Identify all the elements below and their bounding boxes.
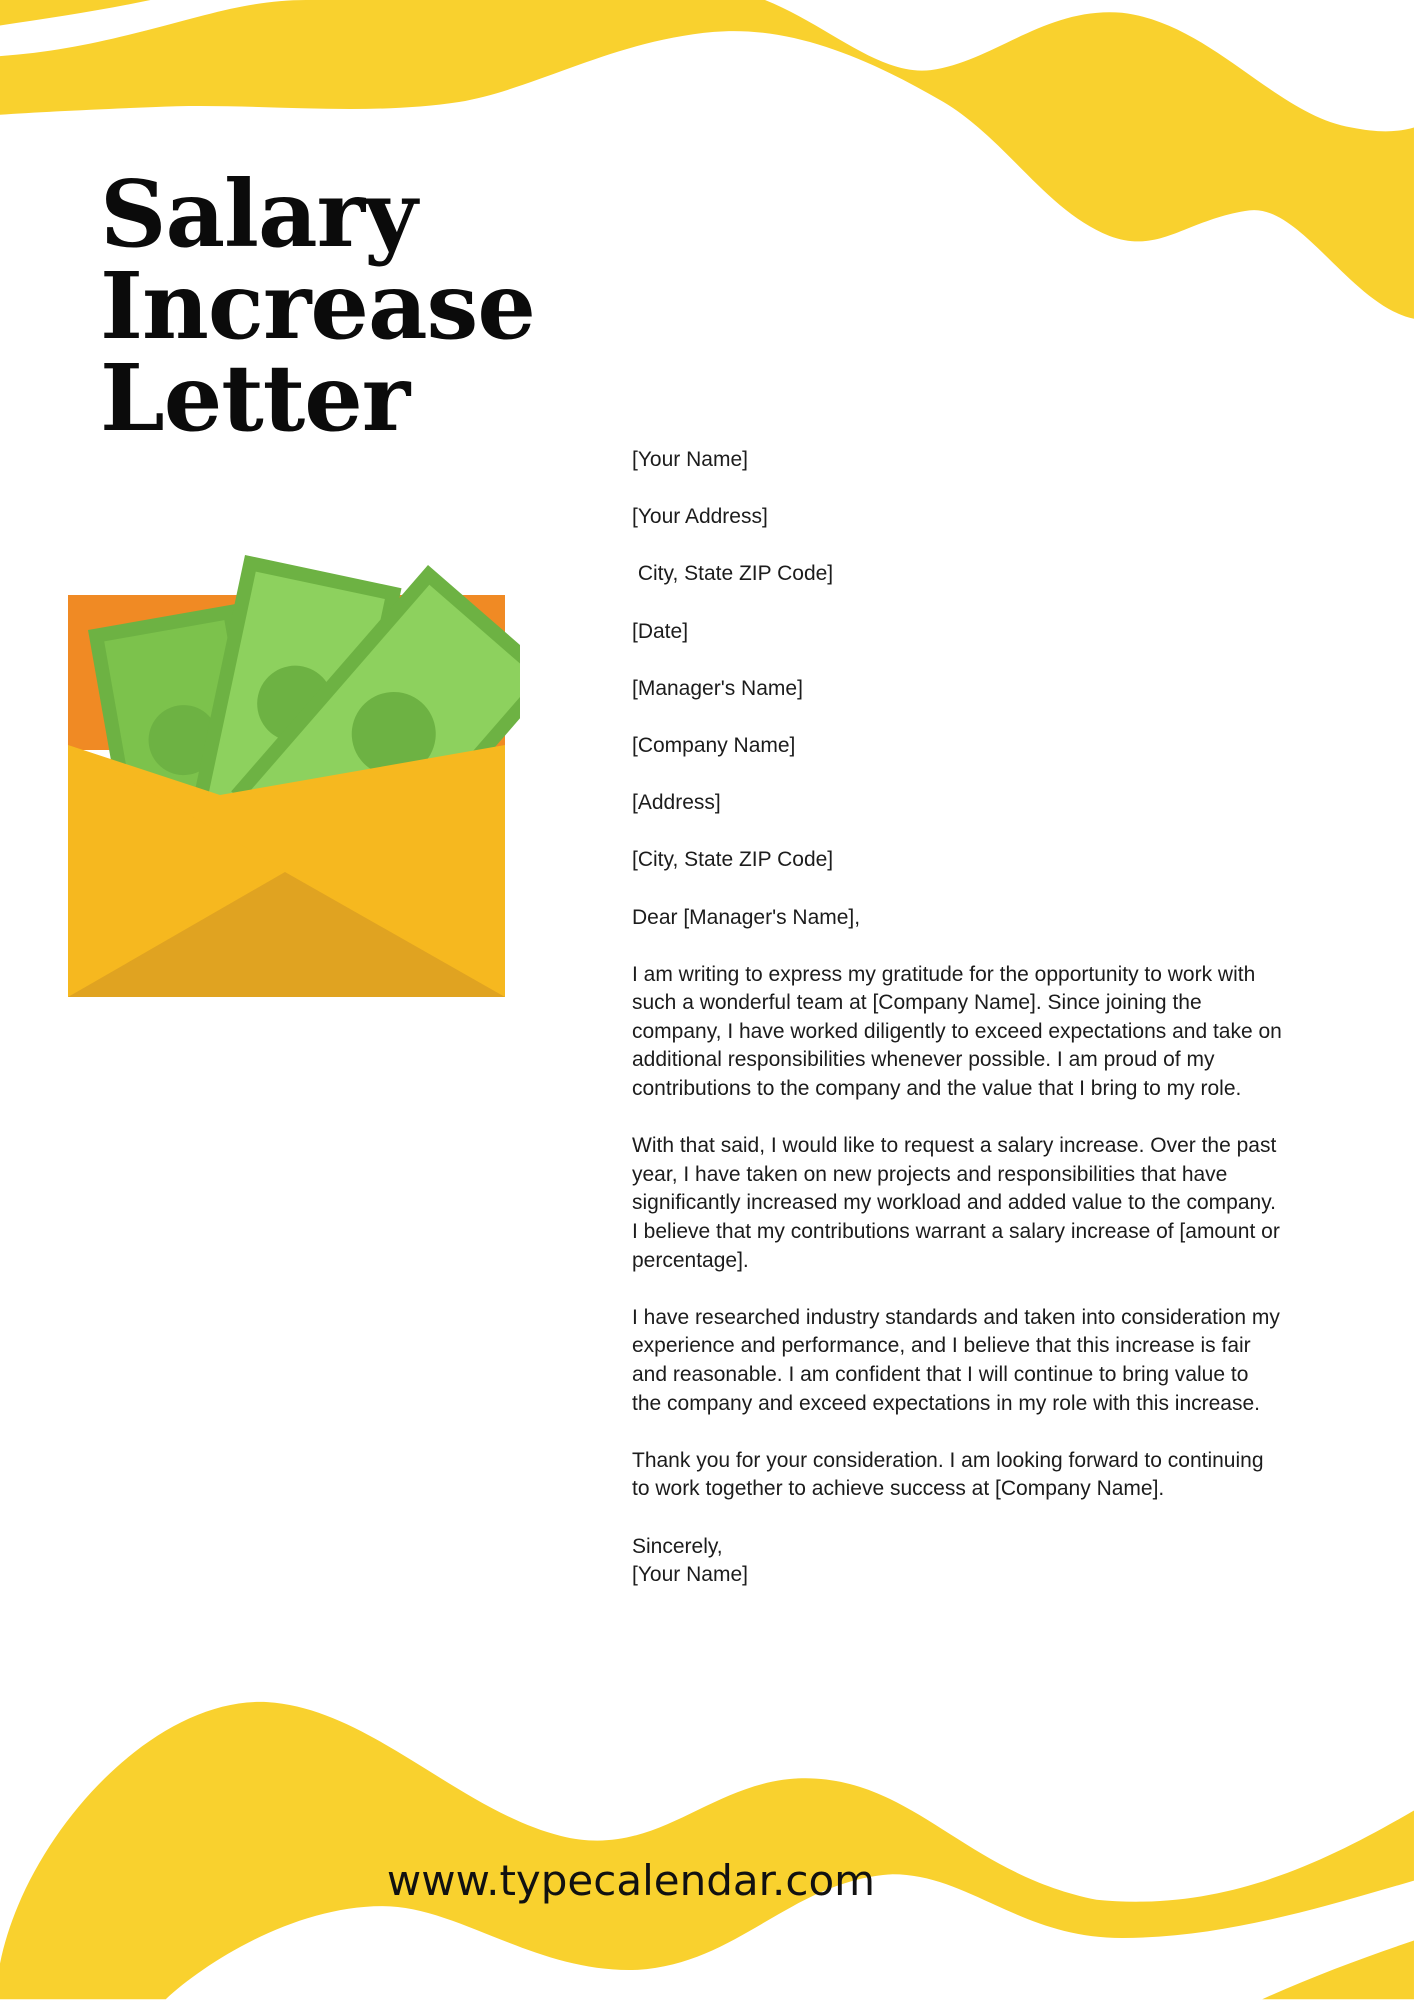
body-paragraph: With that said, I would like to request a salary increase. Over the past year, I have taken on new projects and responsibilities that have significantly increased my workload and added value to the company. I believe that my contributions warrant a salary increase of [amount or percentage]. bbox=[632, 1134, 1280, 1272]
company-name: [Company Name] bbox=[632, 733, 796, 757]
body-paragraph: I have researched industry standards and taken into consideration my experience and performance, and I believe that this increase is fair and reasonable. I am confident that I will continue to bring value to the company and exceed expectations in my role with this increase. bbox=[632, 1305, 1280, 1415]
title-line: Letter bbox=[100, 344, 410, 452]
letter-body bbox=[632, 446, 1282, 1590]
sender-name: [Your Name] bbox=[632, 448, 748, 471]
company-address: [Address] bbox=[632, 791, 721, 815]
top-thin-wave bbox=[0, 0, 150, 26]
body-paragraph: Thank you for your consideration. I am looking forward to continuing to work together to achieve success at [Company Name]. bbox=[632, 1448, 1264, 1501]
bottom-wave-band bbox=[0, 1702, 1414, 1999]
money-envelope-illustration bbox=[60, 550, 520, 1010]
company-city: [City, State ZIP Code] bbox=[632, 848, 834, 872]
bottom-thin-wave bbox=[1262, 1941, 1414, 2000]
title-line: Increase bbox=[100, 252, 535, 360]
sender-address: [Your Address] bbox=[632, 505, 768, 529]
sender-city: City, State ZIP Code] bbox=[632, 562, 834, 586]
closing: Sincerely, bbox=[632, 1534, 723, 1558]
salutation: Dear [Manager's Name], bbox=[632, 905, 861, 929]
website-link[interactable]: www.typecalendar.com bbox=[386, 1856, 876, 1905]
letter-date: [Date] bbox=[632, 619, 689, 643]
body-paragraph: I am writing to express my gratitude for the opportunity to work with such a wonderful team at [Company Name]. Since joining the company, I have worked diligently to exceed expectations and take on additional responsibilities whenever possible. I am proud of my contributions to the company and the value that I bring to my role. bbox=[632, 962, 1282, 1101]
signature: [Your Name] bbox=[632, 1563, 748, 1587]
title-line: Salary bbox=[100, 160, 417, 268]
manager-name: [Manager's Name] bbox=[632, 676, 803, 700]
page-title bbox=[100, 160, 535, 452]
